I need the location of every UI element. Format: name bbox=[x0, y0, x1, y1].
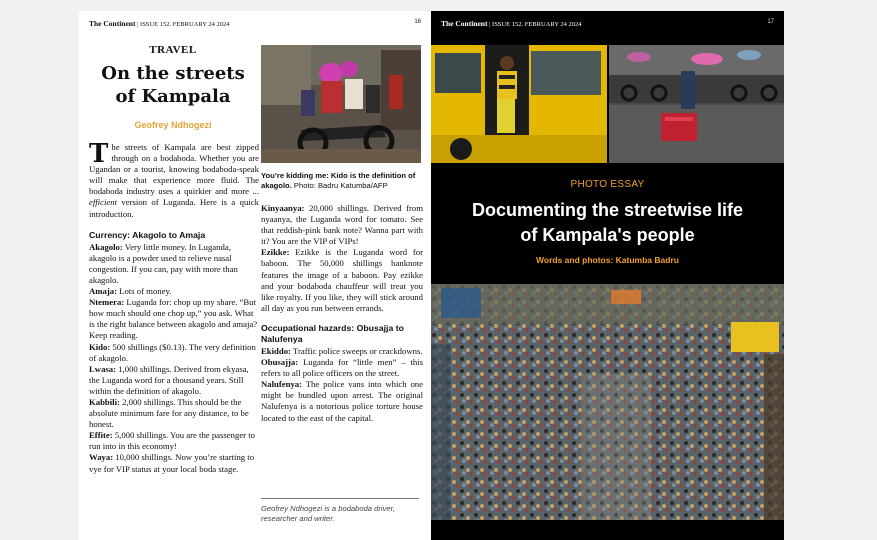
section-label: TRAVEL bbox=[149, 44, 197, 56]
market-crowd-photo bbox=[431, 284, 784, 520]
right-page bbox=[431, 11, 784, 540]
publication-name: The Continent bbox=[89, 19, 136, 28]
market-crowd-photo-image bbox=[431, 284, 784, 520]
term-item: Ekiddo: Traffic police sweeps or crackdowns. bbox=[261, 345, 423, 356]
currency-heading: Currency: Akagolo to Amaja bbox=[89, 229, 206, 240]
minibus-photo-image bbox=[431, 45, 607, 163]
intro-paragraph: The streets of Kampala are best zipped through on a bodaboda. Whether you are Ugandan or a tourist, knowing bodaboda-speak will make that experience more fluid. The bodaboda industry uses a quirkier and more ... efficient version of Luganda. Here is a quick introduction. bbox=[89, 139, 259, 219]
photo-essay-kicker: PHOTO ESSAY bbox=[570, 179, 645, 190]
left-page bbox=[79, 11, 431, 540]
page-header: The Continent | ISSUE 152. FEBRUARY 24 2024 bbox=[441, 19, 582, 28]
bodaboda-photo bbox=[261, 45, 421, 163]
minibus-photo bbox=[431, 45, 607, 163]
text-column-right bbox=[261, 203, 423, 424]
term-item: Obusajja: Luganda for “little men” – this refers to all police officers on the street. bbox=[261, 357, 423, 379]
page-number: 16 bbox=[414, 19, 421, 25]
issue-info: ISSUE 152. FEBRUARY 24 2024 bbox=[140, 21, 230, 28]
drop-cap: T bbox=[89, 139, 109, 169]
photo-essay-title: Documenting the streetwise life of Kampala's people bbox=[471, 200, 744, 245]
term-item: Amaja: Lots of money. bbox=[89, 286, 172, 297]
bio-divider bbox=[261, 498, 419, 499]
author-bio: Geofrey Ndhogezi is a bodaboda driver, researcher and writer. bbox=[261, 504, 395, 523]
term-item: Waya: 10,000 shillings. Now you’re starting to vye for VIP status at your local boda stage. bbox=[89, 452, 255, 474]
term-item: Nalufenya: The police vans into which one might be bundled upon arrest. The original Nalufenya is a notorious police torture house located to the east of the capital. bbox=[261, 379, 423, 423]
term-item: Ezikke: Ezikke is the Luganda word for baboon. The 50,000 shillings banknote features the image of a baboon. Pay ezikke and your bodaboda chauffeur will treat you like royalty. If you like, they will stick around all day as you run between errands. bbox=[261, 247, 423, 313]
term-item: Kabbili: 2,000 shillings. This should be the absolute minimum fare for any distance, to be honest. bbox=[89, 396, 249, 430]
photo-caption: You’re kidding me: Kido is the definition of akagolo. Photo: Badru Katumba/AFP bbox=[261, 171, 416, 190]
term-item: Kido: 500 shillings ($0.13). The very definition of akagolo. bbox=[89, 341, 256, 363]
text-column-left bbox=[89, 139, 259, 475]
term-item: Kinyaanya: 20,000 shillings. Derived from nyaanya, the Luganda word for tomato. See that reddish-pink bank note? Wanna part with it? You are the VIP of VIPs! bbox=[261, 203, 423, 247]
issue-info: ISSUE 152. FEBRUARY 24 2024 bbox=[492, 21, 582, 28]
term-item: Akagolo: Very little money. In Luganda, akagolo is a powder used to relieve nasal congestion. If you can, pay with more than akagolo. bbox=[89, 241, 238, 285]
photo-essay-credit: Words and photos: Katumba Badru bbox=[536, 255, 679, 265]
term-item: Lwasa: 1,000 shillings. Derived from ekyasa, the Luganda word for a thousand years. Still within the definition of akagolo. bbox=[89, 363, 249, 396]
article-title: On the streets of Kampala bbox=[101, 63, 245, 107]
rainy-street-photo-image bbox=[609, 45, 784, 163]
term-item: Effite: 5,000 shillings. You are the passenger to run into in this economy! bbox=[89, 430, 256, 452]
page-number: 17 bbox=[767, 19, 774, 25]
page-header: The Continent | ISSUE 152. FEBRUARY 24 2024 bbox=[89, 19, 230, 28]
article-byline: Geofrey Ndhogezi bbox=[134, 120, 212, 130]
rainy-street-photo bbox=[609, 45, 784, 163]
hazards-heading: Occupational hazards: Obusajja to Nalufenya bbox=[261, 322, 404, 344]
term-item: Ntemera: Luganda for: chop up my share. “But how much should one chop up,” you ask. What is the right balance between akagolo and amaja? Keep reading. bbox=[89, 297, 258, 341]
bodaboda-photo-image bbox=[261, 45, 421, 163]
publication-name: The Continent bbox=[441, 19, 488, 28]
